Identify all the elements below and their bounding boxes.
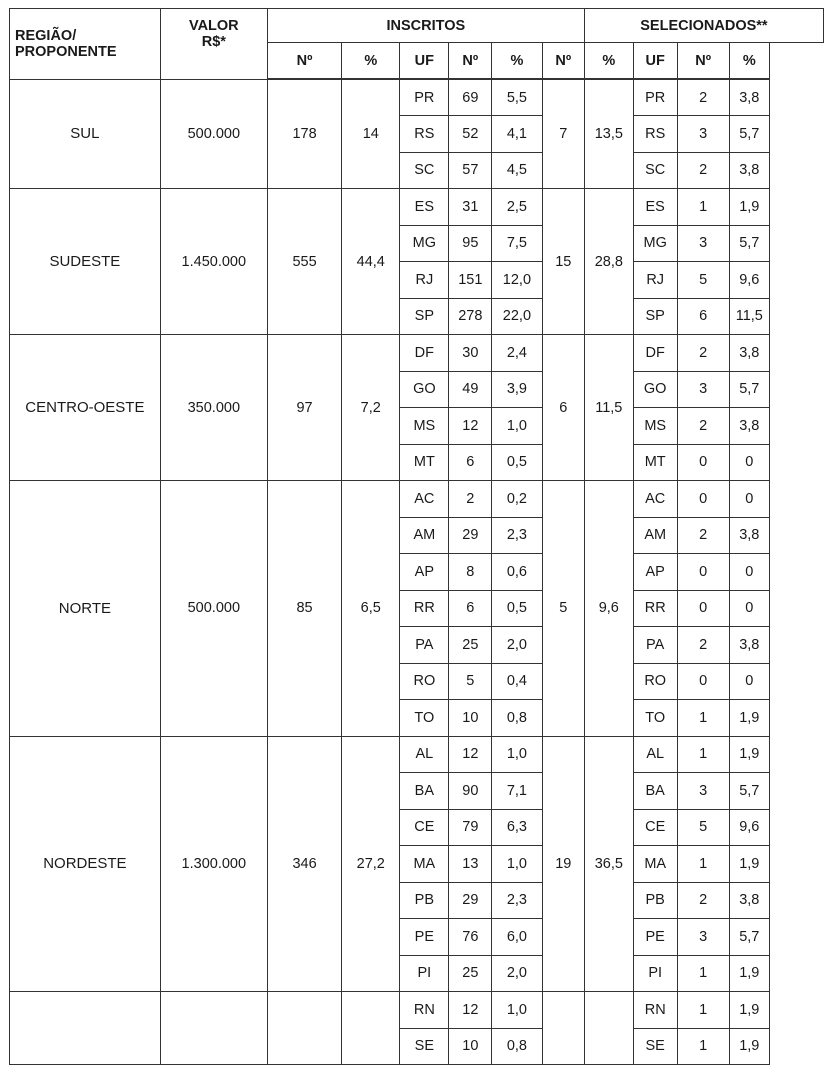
- table-row: [10, 481, 824, 518]
- state-uf: SP: [400, 298, 449, 335]
- state-selecionados-n: 2: [677, 517, 729, 554]
- state-selecionados-uf: MS: [633, 408, 677, 445]
- state-inscritos-pct: 6,3: [492, 809, 542, 846]
- state-selecionados-n: 2: [677, 408, 729, 445]
- subheader-inscritos-pct: %: [342, 43, 400, 80]
- state-selecionados-pct: 0: [729, 481, 769, 518]
- state-inscritos-n: 12: [449, 408, 492, 445]
- region-selecionados-pct-empty: [584, 992, 633, 1065]
- state-inscritos-n: 6: [449, 444, 492, 481]
- state-uf: GO: [400, 371, 449, 408]
- state-inscritos-n: 5: [449, 663, 492, 700]
- region-valor-empty: [160, 992, 267, 1065]
- state-inscritos-pct: 3,9: [492, 371, 542, 408]
- region-selecionados-pct: 11,5: [584, 335, 633, 481]
- header-regiao: [10, 9, 161, 80]
- state-uf: PA: [400, 627, 449, 664]
- state-uf: AP: [400, 554, 449, 591]
- state-selecionados-pct: 1,9: [729, 700, 769, 737]
- region-selecionados-n: 7: [542, 79, 584, 189]
- state-selecionados-pct: 0: [729, 663, 769, 700]
- state-inscritos-pct: 12,0: [492, 262, 542, 299]
- state-inscritos-n: 31: [449, 189, 492, 226]
- subheader-inscritos-uf: UF: [400, 43, 449, 80]
- state-selecionados-pct: 5,7: [729, 919, 769, 956]
- state-inscritos-pct: 0,8: [492, 700, 542, 737]
- state-selecionados-uf: AC: [633, 481, 677, 518]
- subheader-selecionados-uf: UF: [633, 43, 677, 80]
- state-selecionados-uf: SE: [633, 1028, 677, 1065]
- state-inscritos-pct: 0,8: [492, 1028, 542, 1065]
- header-selecionados: SELECIONADOS**: [584, 9, 823, 43]
- state-selecionados-n: 2: [677, 79, 729, 116]
- state-selecionados-pct: 9,6: [729, 262, 769, 299]
- subheader-inscritos-uf-n: Nº: [449, 43, 492, 80]
- state-inscritos-pct: 0,6: [492, 554, 542, 591]
- state-selecionados-pct: 1,9: [729, 189, 769, 226]
- state-selecionados-pct: 3,8: [729, 79, 769, 116]
- state-uf: RJ: [400, 262, 449, 299]
- state-inscritos-n: 69: [449, 79, 492, 116]
- state-selecionados-pct: 3,8: [729, 882, 769, 919]
- state-selecionados-uf: DF: [633, 335, 677, 372]
- region-name: NORTE: [10, 481, 161, 737]
- state-selecionados-pct: 5,7: [729, 225, 769, 262]
- region-inscritos-pct: 44,4: [342, 189, 400, 335]
- table-row: [10, 992, 824, 1029]
- state-selecionados-n: 2: [677, 882, 729, 919]
- data-table-container: [9, 8, 824, 1065]
- state-inscritos-pct: 2,4: [492, 335, 542, 372]
- state-selecionados-n: 0: [677, 444, 729, 481]
- state-uf: ES: [400, 189, 449, 226]
- state-selecionados-n: 0: [677, 554, 729, 591]
- state-inscritos-pct: 6,0: [492, 919, 542, 956]
- region-inscritos-n: 178: [267, 79, 341, 189]
- state-selecionados-n: 2: [677, 152, 729, 189]
- region-valor: 500.000: [160, 79, 267, 189]
- state-inscritos-pct: 2,0: [492, 627, 542, 664]
- state-uf: SE: [400, 1028, 449, 1065]
- region-name-empty: [10, 992, 161, 1065]
- state-selecionados-uf: ES: [633, 189, 677, 226]
- state-uf: PI: [400, 955, 449, 992]
- region-selecionados-pct: 28,8: [584, 189, 633, 335]
- state-uf: PB: [400, 882, 449, 919]
- state-selecionados-n: 5: [677, 809, 729, 846]
- subheader-selecionados-pct: %: [584, 43, 633, 80]
- state-uf: RS: [400, 116, 449, 153]
- state-uf: MT: [400, 444, 449, 481]
- state-uf: AC: [400, 481, 449, 518]
- state-selecionados-n: 1: [677, 700, 729, 737]
- region-selecionados-n: 19: [542, 736, 584, 992]
- header-regiao-line2: PROPONENTE: [15, 43, 117, 60]
- state-uf: RN: [400, 992, 449, 1029]
- state-inscritos-n: 10: [449, 1028, 492, 1065]
- region-inscritos-n-empty: [267, 992, 341, 1065]
- state-selecionados-n: 3: [677, 371, 729, 408]
- state-selecionados-n: 1: [677, 736, 729, 773]
- region-inscritos-n: 555: [267, 189, 341, 335]
- state-inscritos-n: 8: [449, 554, 492, 591]
- state-inscritos-pct: 1,0: [492, 846, 542, 883]
- state-uf: AL: [400, 736, 449, 773]
- state-uf: MA: [400, 846, 449, 883]
- table-header: [10, 9, 824, 80]
- state-selecionados-n: 1: [677, 846, 729, 883]
- region-inscritos-n: 346: [267, 736, 341, 992]
- state-selecionados-uf: MT: [633, 444, 677, 481]
- state-inscritos-n: 6: [449, 590, 492, 627]
- region-inscritos-pct: 7,2: [342, 335, 400, 481]
- state-selecionados-uf: SP: [633, 298, 677, 335]
- state-selecionados-pct: 0: [729, 590, 769, 627]
- state-inscritos-pct: 4,5: [492, 152, 542, 189]
- state-inscritos-pct: 0,4: [492, 663, 542, 700]
- state-inscritos-pct: 4,1: [492, 116, 542, 153]
- state-selecionados-uf: AL: [633, 736, 677, 773]
- state-selecionados-uf: CE: [633, 809, 677, 846]
- state-selecionados-pct: 3,8: [729, 335, 769, 372]
- state-uf: DF: [400, 335, 449, 372]
- state-selecionados-pct: 9,6: [729, 809, 769, 846]
- state-selecionados-pct: 11,5: [729, 298, 769, 335]
- state-inscritos-n: 25: [449, 627, 492, 664]
- region-selecionados-n: 6: [542, 335, 584, 481]
- state-selecionados-n: 0: [677, 663, 729, 700]
- state-selecionados-pct: 1,9: [729, 992, 769, 1029]
- state-selecionados-uf: PB: [633, 882, 677, 919]
- state-inscritos-n: 12: [449, 992, 492, 1029]
- state-inscritos-pct: 7,1: [492, 773, 542, 810]
- state-uf: AM: [400, 517, 449, 554]
- state-selecionados-uf: MA: [633, 846, 677, 883]
- state-selecionados-n: 0: [677, 590, 729, 627]
- state-selecionados-n: 2: [677, 335, 729, 372]
- region-selecionados-pct: 36,5: [584, 736, 633, 992]
- state-selecionados-pct: 3,8: [729, 408, 769, 445]
- state-inscritos-n: 29: [449, 517, 492, 554]
- state-inscritos-pct: 1,0: [492, 736, 542, 773]
- state-inscritos-pct: 0,2: [492, 481, 542, 518]
- header-valor: [160, 9, 267, 80]
- state-selecionados-pct: 5,7: [729, 371, 769, 408]
- state-selecionados-n: 1: [677, 1028, 729, 1065]
- state-selecionados-uf: RR: [633, 590, 677, 627]
- subheader-selecionados-uf-n: Nº: [677, 43, 729, 80]
- region-valor: 1.300.000: [160, 736, 267, 992]
- table-body: [10, 79, 824, 1065]
- state-inscritos-n: 52: [449, 116, 492, 153]
- state-selecionados-pct: 1,9: [729, 736, 769, 773]
- region-inscritos-n: 85: [267, 481, 341, 737]
- region-inscritos-pct-empty: [342, 992, 400, 1065]
- state-selecionados-pct: 5,7: [729, 773, 769, 810]
- region-selecionados-pct: 13,5: [584, 79, 633, 189]
- state-selecionados-uf: SC: [633, 152, 677, 189]
- state-inscritos-n: 57: [449, 152, 492, 189]
- state-selecionados-pct: 1,9: [729, 955, 769, 992]
- table-row: [10, 736, 824, 773]
- header-inscritos: INSCRITOS: [267, 9, 584, 43]
- state-uf: RO: [400, 663, 449, 700]
- state-selecionados-uf: RS: [633, 116, 677, 153]
- state-selecionados-n: 5: [677, 262, 729, 299]
- state-inscritos-n: 90: [449, 773, 492, 810]
- state-inscritos-n: 25: [449, 955, 492, 992]
- state-inscritos-n: 13: [449, 846, 492, 883]
- state-inscritos-n: 30: [449, 335, 492, 372]
- state-selecionados-uf: GO: [633, 371, 677, 408]
- table-row: [10, 79, 824, 116]
- table-row: [10, 335, 824, 372]
- region-selecionados-n-empty: [542, 992, 584, 1065]
- region-name: SUDESTE: [10, 189, 161, 335]
- state-inscritos-pct: 2,3: [492, 517, 542, 554]
- region-selecionados-pct: 9,6: [584, 481, 633, 737]
- table-row: [10, 189, 824, 226]
- state-uf: MS: [400, 408, 449, 445]
- region-valor: 1.450.000: [160, 189, 267, 335]
- region-inscritos-pct: 6,5: [342, 481, 400, 737]
- state-selecionados-uf: RO: [633, 663, 677, 700]
- header-valor-line2: R$*: [201, 34, 226, 50]
- state-selecionados-n: 1: [677, 955, 729, 992]
- region-name: CENTRO-OESTE: [10, 335, 161, 481]
- state-inscritos-pct: 0,5: [492, 590, 542, 627]
- state-uf: PR: [400, 79, 449, 116]
- state-inscritos-n: 95: [449, 225, 492, 262]
- state-selecionados-n: 2: [677, 627, 729, 664]
- state-inscritos-pct: 2,3: [492, 882, 542, 919]
- state-selecionados-uf: PE: [633, 919, 677, 956]
- state-selecionados-n: 1: [677, 992, 729, 1029]
- state-selecionados-uf: RJ: [633, 262, 677, 299]
- state-selecionados-pct: 3,8: [729, 517, 769, 554]
- header-regiao-line1: REGIÃO/: [15, 27, 77, 44]
- state-uf: TO: [400, 700, 449, 737]
- state-selecionados-n: 3: [677, 773, 729, 810]
- state-selecionados-uf: PR: [633, 79, 677, 116]
- subheader-inscritos-uf-pct: %: [492, 43, 542, 80]
- subheader-selecionados-n: Nº: [542, 43, 584, 80]
- region-inscritos-pct: 14: [342, 79, 400, 189]
- state-selecionados-n: 1: [677, 189, 729, 226]
- header-valor-line1: VALOR: [188, 18, 239, 34]
- state-inscritos-pct: 2,0: [492, 955, 542, 992]
- state-inscritos-n: 49: [449, 371, 492, 408]
- state-inscritos-pct: 1,0: [492, 408, 542, 445]
- state-uf: SC: [400, 152, 449, 189]
- region-valor: 500.000: [160, 481, 267, 737]
- regional-data-table: [9, 8, 824, 1065]
- state-inscritos-pct: 22,0: [492, 298, 542, 335]
- state-selecionados-uf: MG: [633, 225, 677, 262]
- state-selecionados-uf: PI: [633, 955, 677, 992]
- state-selecionados-pct: 1,9: [729, 1028, 769, 1065]
- state-selecionados-pct: 3,8: [729, 627, 769, 664]
- state-inscritos-pct: 7,5: [492, 225, 542, 262]
- region-inscritos-n: 97: [267, 335, 341, 481]
- state-inscritos-n: 10: [449, 700, 492, 737]
- state-inscritos-pct: 1,0: [492, 992, 542, 1029]
- state-inscritos-n: 29: [449, 882, 492, 919]
- state-uf: CE: [400, 809, 449, 846]
- state-inscritos-n: 12: [449, 736, 492, 773]
- state-uf: MG: [400, 225, 449, 262]
- state-inscritos-n: 2: [449, 481, 492, 518]
- state-uf: BA: [400, 773, 449, 810]
- region-name: NORDESTE: [10, 736, 161, 992]
- region-valor: 350.000: [160, 335, 267, 481]
- state-selecionados-uf: RN: [633, 992, 677, 1029]
- state-selecionados-pct: 1,9: [729, 846, 769, 883]
- state-selecionados-pct: 3,8: [729, 152, 769, 189]
- state-inscritos-n: 278: [449, 298, 492, 335]
- region-name: SUL: [10, 79, 161, 189]
- state-inscritos-pct: 0,5: [492, 444, 542, 481]
- state-inscritos-n: 79: [449, 809, 492, 846]
- state-selecionados-uf: TO: [633, 700, 677, 737]
- subheader-inscritos-n: Nº: [267, 43, 341, 80]
- subheader-selecionados-uf-pct: %: [729, 43, 769, 80]
- region-selecionados-n: 5: [542, 481, 584, 737]
- state-selecionados-uf: AM: [633, 517, 677, 554]
- state-uf: PE: [400, 919, 449, 956]
- state-inscritos-pct: 2,5: [492, 189, 542, 226]
- state-inscritos-n: 76: [449, 919, 492, 956]
- region-selecionados-n: 15: [542, 189, 584, 335]
- state-selecionados-uf: AP: [633, 554, 677, 591]
- state-inscritos-pct: 5,5: [492, 79, 542, 116]
- state-selecionados-pct: 5,7: [729, 116, 769, 153]
- region-inscritos-pct: 27,2: [342, 736, 400, 992]
- state-selecionados-uf: BA: [633, 773, 677, 810]
- state-selecionados-n: 3: [677, 919, 729, 956]
- state-uf: RR: [400, 590, 449, 627]
- state-inscritos-n: 151: [449, 262, 492, 299]
- state-selecionados-uf: PA: [633, 627, 677, 664]
- state-selecionados-n: 3: [677, 116, 729, 153]
- state-selecionados-n: 3: [677, 225, 729, 262]
- state-selecionados-pct: 0: [729, 444, 769, 481]
- state-selecionados-n: 6: [677, 298, 729, 335]
- state-selecionados-n: 0: [677, 481, 729, 518]
- state-selecionados-pct: 0: [729, 554, 769, 591]
